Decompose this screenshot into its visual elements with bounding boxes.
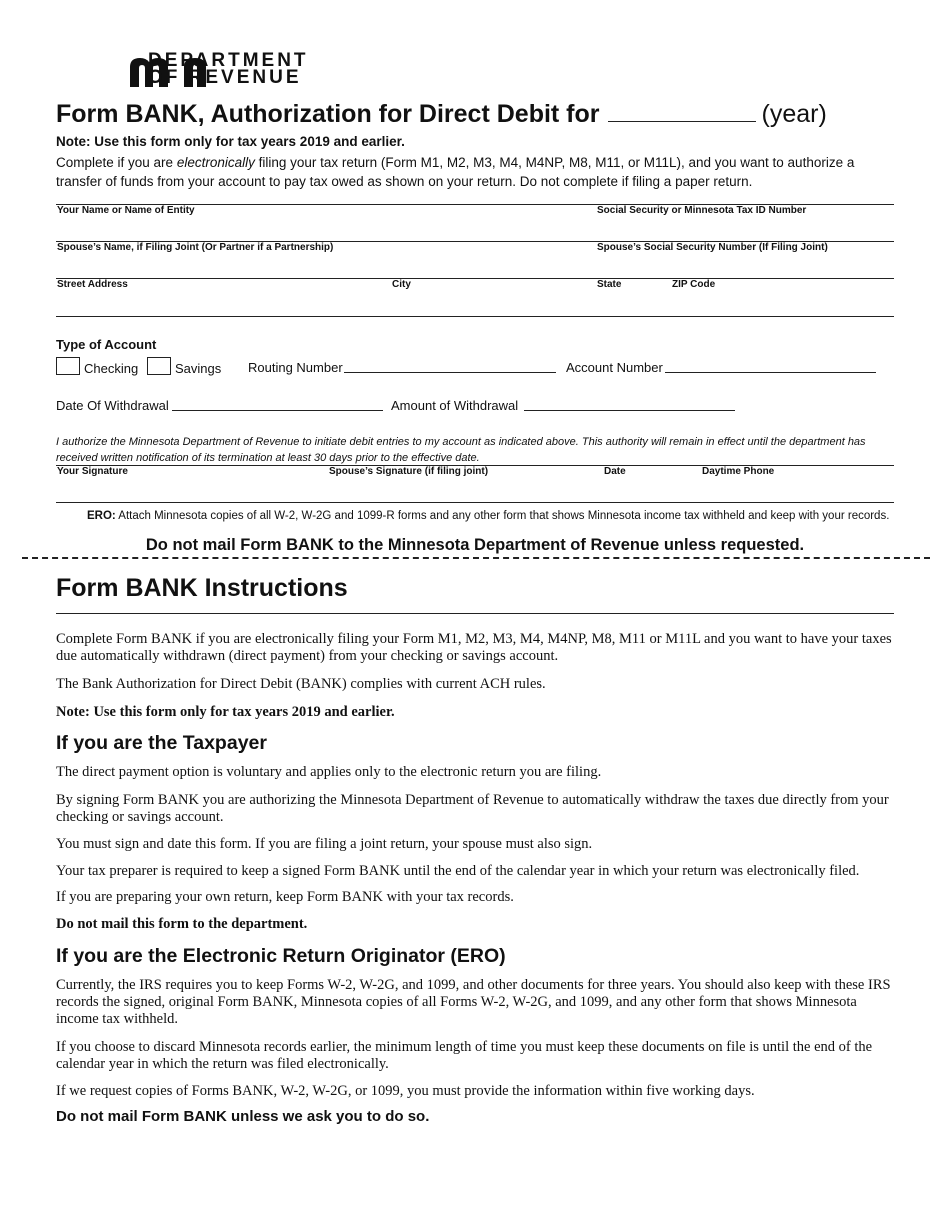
taxpayer-heading: If you are the Taxpayer — [56, 732, 267, 754]
amount-withdrawal-label: Amount of Withdrawal — [391, 398, 519, 413]
taxpayer-p3: You must sign and date this form. If you are filing a joint return, your spouse must also sign. — [56, 836, 593, 852]
instructions-p2: The Bank Authorization for Direct Debit (BANK) complies with current ACH rules. — [56, 676, 546, 692]
field-rule — [56, 278, 894, 279]
spouse-ssn-label: Spouse’s Social Security Number (If Filing Joint) — [597, 242, 828, 253]
ero-p3: If we request copies of Forms BANK, W-2, W-2G, or 1099, you must provide the information within five working days. — [56, 1083, 755, 1099]
spouse-signature-label: Spouse’s Signature (if filing joint) — [329, 466, 489, 477]
form-title — [56, 100, 827, 129]
savings-checkbox[interactable] — [147, 357, 171, 375]
ero-heading: If you are the Electronic Return Originator (ERO) — [56, 945, 506, 967]
taxpayer-p1: The direct payment option is voluntary and applies only to the electronic return you are filing. — [56, 764, 602, 780]
date-withdrawal-label: Date Of Withdrawal — [56, 398, 169, 413]
instructions-p1: Complete Form BANK if you are electronically filing your Form M1, M2, M3, M4, M4NP, M8, M11 or M11L and you want to have your taxes due automatically withdrawn (direct payment) from your checking or savings account. — [56, 631, 892, 664]
field-rule — [56, 316, 894, 317]
instructions-title: Form BANK Instructions — [56, 574, 348, 602]
name-label: Your Name or Name of Entity — [57, 205, 195, 216]
account-type-title: Type of Account — [56, 337, 157, 352]
checking-checkbox[interactable] — [56, 357, 80, 375]
city-label: City — [392, 279, 411, 290]
taxpayer-p4: Your tax preparer is required to keep a signed Form BANK until the end of the calendar year in which your return was electronically filed. — [56, 863, 860, 879]
authorization-text: I authorize the Minnesota Department of Revenue to initiate debit entries to my account as indicated above. This authority will remain in effect until the department has received written notification of its termination at least 30 days prior to the effective date. — [56, 436, 866, 464]
savings-label: Savings — [175, 361, 222, 376]
do-not-mail-notice: Do not mail Form BANK to the Minnesota Department of Revenue unless requested. — [145, 536, 805, 554]
routing-number-field[interactable] — [344, 372, 556, 373]
logo-line-1: DEPARTMENT — [148, 50, 309, 71]
state-label: State — [597, 279, 622, 290]
zip-label: ZIP Code — [672, 279, 716, 290]
street-label: Street Address — [57, 279, 128, 290]
spouse-name-label: Spouse’s Name, if Filing Joint (Or Partner if a Partnership) — [57, 242, 334, 253]
date-withdrawal-field[interactable] — [172, 410, 383, 411]
date-label: Date — [604, 466, 626, 477]
name-field[interactable] — [56, 218, 894, 240]
routing-label: Routing Number — [248, 360, 343, 375]
cut-line — [22, 557, 930, 559]
ero-p1: Currently, the IRS requires you to keep Forms W-2, W-2G, and 1099, and other documents for three years. You should also keep with these IRS records the signed, original Form BANK, Minnesota copies of all Forms W-2, W-2G, and 1099, and any other form that shows Minnesota income tax withheld. — [56, 977, 891, 1027]
checking-label: Checking — [84, 361, 139, 376]
phone-label: Daytime Phone — [702, 466, 775, 477]
account-number-label: Account Number — [566, 360, 663, 375]
logo-text — [148, 52, 309, 86]
taxpayer-p5: If you are preparing your own return, keep Form BANK with your tax records. — [56, 889, 514, 905]
field-rule — [56, 502, 894, 503]
logo-line-2: OF REVENUE — [148, 67, 302, 88]
your-signature-label: Your Signature — [57, 466, 128, 477]
amount-withdrawal-field[interactable] — [524, 410, 735, 411]
year-input[interactable] — [608, 103, 756, 122]
title-text: Form BANK, Authorization for Direct Debit for — [56, 100, 600, 128]
note-top: Note: Use this form only for tax years 2019 and earlier. — [56, 134, 405, 149]
taxpayer-p2: By signing Form BANK you are authorizing the Minnesota Department of Revenue to automatically withdraw the taxes due directly from your checking or savings account. — [56, 792, 889, 825]
account-number-field[interactable] — [665, 372, 876, 373]
instructions-rule — [56, 613, 894, 614]
ssn-label: Social Security or Minnesota Tax ID Number — [597, 205, 807, 216]
instructions-note: Note: Use this form only for tax years 2019 and earlier. — [56, 704, 395, 720]
ero-note: ERO: Attach Minnesota copies of all W-2, W-2G and 1099-R forms and any other form that shows Minnesota income tax withheld and keep with your records. — [87, 510, 890, 522]
taxpayer-p6: Do not mail this form to the department. — [56, 916, 308, 932]
year-label: (year) — [761, 100, 827, 128]
final-notice: Do not mail Form BANK unless we ask you to do so. — [56, 1108, 430, 1125]
ero-p2: If you choose to discard Minnesota records earlier, the minimum length of time you must keep these documents on file is until the end of the calendar year in which the return was filed electronically. — [56, 1039, 873, 1072]
intro-text: Complete if you are electronically filing your tax return (Form M1, M2, M3, M4, M4NP, M8, M11, or M11L), and you want to authorize a transfer of funds from your account to pay tax owed as shown on your return. Do not complete if filing a paper return. — [56, 155, 855, 189]
